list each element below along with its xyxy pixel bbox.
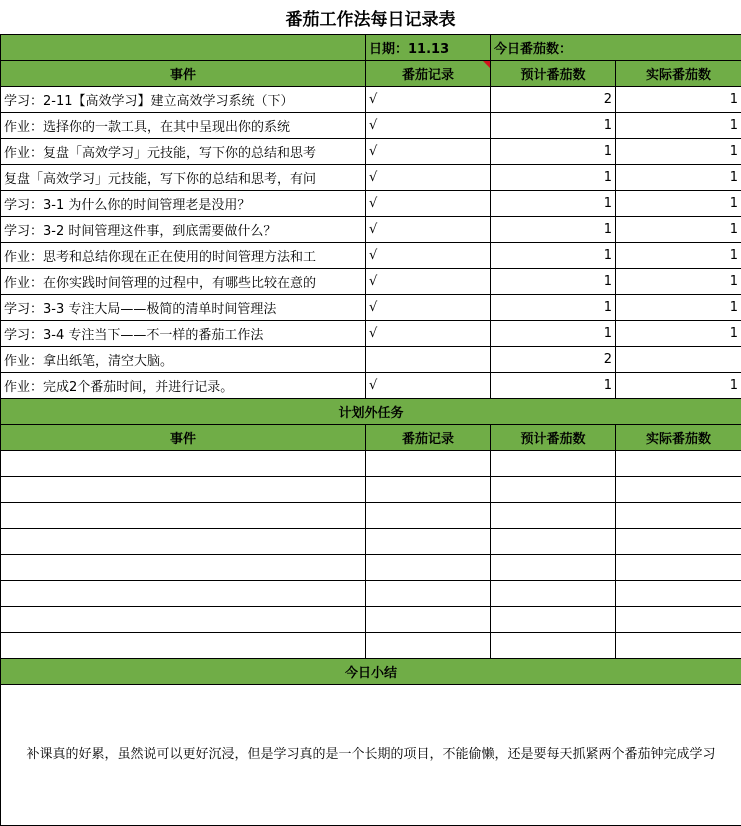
task-event-cell[interactable]: 作业：思考和总结你现在正在使用的时间管理方法和工 <box>1 243 366 269</box>
unplanned-event-cell[interactable] <box>1 581 366 607</box>
summary-title[interactable]: 今日小结 <box>1 659 741 685</box>
unplanned-title[interactable]: 计划外任务 <box>1 399 741 425</box>
task-row <box>1 269 741 295</box>
unplanned-record-cell[interactable] <box>366 477 491 503</box>
unplanned-planned-cell[interactable] <box>491 529 616 555</box>
unplanned-row <box>1 633 741 659</box>
unplanned-planned-header[interactable]: 预计番茄数 <box>491 425 616 451</box>
unplanned-record-cell[interactable] <box>366 555 491 581</box>
blank-header-cell[interactable] <box>1 35 366 61</box>
unplanned-record-header[interactable]: 番茄记录 <box>366 425 491 451</box>
unplanned-event-cell[interactable] <box>1 633 366 659</box>
task-row <box>1 165 741 191</box>
unplanned-header-row <box>1 425 741 451</box>
unplanned-row <box>1 529 741 555</box>
task-planned-cell[interactable]: 1 <box>491 165 616 191</box>
today-count-cell[interactable]: 今日番茄数： <box>491 35 741 61</box>
task-event-cell[interactable]: 作业：复盘「高效学习」元技能，写下你的总结和思考 <box>1 139 366 165</box>
task-row <box>1 347 741 373</box>
task-actual-cell[interactable]: 1 <box>616 243 741 269</box>
unplanned-actual-cell[interactable] <box>616 581 741 607</box>
task-event-cell[interactable]: 作业：拿出纸笔，清空大脑。 <box>1 347 366 373</box>
task-planned-cell[interactable]: 1 <box>491 295 616 321</box>
task-event-cell[interactable]: 作业：在你实践时间管理的过程中，有哪些比较在意的 <box>1 269 366 295</box>
record-header-label: 番茄记录 <box>402 68 454 83</box>
event-header[interactable]: 事件 <box>1 61 366 87</box>
summary-title-row <box>1 659 741 685</box>
unplanned-record-cell[interactable] <box>366 607 491 633</box>
task-record-cell[interactable]: √ <box>366 113 491 139</box>
task-record-cell[interactable] <box>366 347 491 373</box>
unplanned-record-cell[interactable] <box>366 451 491 477</box>
actual-header[interactable]: 实际番茄数 <box>616 61 741 87</box>
task-actual-cell[interactable]: 1 <box>616 217 741 243</box>
unplanned-actual-cell[interactable] <box>616 503 741 529</box>
task-planned-cell[interactable]: 1 <box>491 321 616 347</box>
task-actual-cell[interactable]: 1 <box>616 165 741 191</box>
sheet-title[interactable]: 番茄工作法每日记录表 <box>0 0 741 34</box>
task-record-cell[interactable]: √ <box>366 139 491 165</box>
unplanned-event-cell[interactable] <box>1 529 366 555</box>
task-record-cell[interactable]: √ <box>366 191 491 217</box>
task-record-cell[interactable]: √ <box>366 165 491 191</box>
unplanned-planned-cell[interactable] <box>491 503 616 529</box>
task-record-cell[interactable]: √ <box>366 217 491 243</box>
task-actual-cell[interactable]: 1 <box>616 113 741 139</box>
task-planned-cell[interactable]: 1 <box>491 139 616 165</box>
task-record-cell[interactable]: √ <box>366 321 491 347</box>
task-row <box>1 295 741 321</box>
unplanned-planned-cell[interactable] <box>491 581 616 607</box>
task-event-cell[interactable]: 作业：选择你的一款工具，在其中呈现出你的系统 <box>1 113 366 139</box>
unplanned-actual-cell[interactable] <box>616 633 741 659</box>
task-event-cell[interactable]: 学习：3-3 专注大局——极简的清单时间管理法 <box>1 295 366 321</box>
task-row <box>1 243 741 269</box>
task-planned-cell[interactable]: 2 <box>491 347 616 373</box>
task-record-cell[interactable]: √ <box>366 373 491 399</box>
task-planned-cell[interactable]: 2 <box>491 87 616 113</box>
unplanned-row <box>1 503 741 529</box>
unplanned-actual-cell[interactable] <box>616 477 741 503</box>
task-record-cell[interactable]: √ <box>366 87 491 113</box>
task-record-cell[interactable]: √ <box>366 269 491 295</box>
task-event-cell[interactable]: 复盘「高效学习」元技能，写下你的总结和思考，有问 <box>1 165 366 191</box>
task-planned-cell[interactable]: 1 <box>491 217 616 243</box>
unplanned-actual-cell[interactable] <box>616 529 741 555</box>
task-event-cell[interactable]: 学习：3-1 为什么你的时间管理老是没用？ <box>1 191 366 217</box>
unplanned-planned-cell[interactable] <box>491 451 616 477</box>
record-table <box>0 34 741 826</box>
task-row <box>1 217 741 243</box>
task-actual-cell[interactable]: 1 <box>616 269 741 295</box>
task-row <box>1 139 741 165</box>
task-planned-cell[interactable]: 1 <box>491 269 616 295</box>
task-actual-cell[interactable]: 1 <box>616 321 741 347</box>
date-cell[interactable]: 日期：11.13 <box>366 35 491 61</box>
unplanned-event-cell[interactable] <box>1 503 366 529</box>
task-actual-cell[interactable]: 1 <box>616 87 741 113</box>
unplanned-actual-header[interactable]: 实际番茄数 <box>616 425 741 451</box>
unplanned-event-header[interactable]: 事件 <box>1 425 366 451</box>
unplanned-row <box>1 477 741 503</box>
task-actual-cell[interactable]: 1 <box>616 295 741 321</box>
unplanned-record-cell[interactable] <box>366 503 491 529</box>
unplanned-row <box>1 607 741 633</box>
summary-text[interactable]: 补课真的好累，虽然说可以更好沉浸，但是学习真的是一个长期的项目，不能偷懒，还是要每天抓紧两个番茄钟完成学习 <box>1 685 741 826</box>
task-actual-cell[interactable] <box>616 347 741 373</box>
unplanned-actual-cell[interactable] <box>616 451 741 477</box>
task-row <box>1 373 741 399</box>
unplanned-actual-cell[interactable] <box>616 555 741 581</box>
unplanned-record-cell[interactable] <box>366 529 491 555</box>
unplanned-planned-cell[interactable] <box>491 555 616 581</box>
unplanned-actual-cell[interactable] <box>616 607 741 633</box>
task-actual-cell[interactable]: 1 <box>616 139 741 165</box>
column-header-row <box>1 61 741 87</box>
unplanned-event-cell[interactable] <box>1 477 366 503</box>
task-actual-cell[interactable]: 1 <box>616 191 741 217</box>
unplanned-row <box>1 555 741 581</box>
task-row <box>1 113 741 139</box>
summary-row <box>1 685 741 826</box>
unplanned-record-cell[interactable] <box>366 633 491 659</box>
unplanned-record-cell[interactable] <box>366 581 491 607</box>
unplanned-title-row <box>1 399 741 425</box>
task-event-cell[interactable]: 作业：完成2个番茄时间，并进行记录。 <box>1 373 366 399</box>
task-row <box>1 321 741 347</box>
unplanned-event-cell[interactable] <box>1 555 366 581</box>
date-row <box>1 35 741 61</box>
task-record-cell[interactable]: √ <box>366 295 491 321</box>
task-event-cell[interactable]: 学习：3-2 时间管理这件事，到底需要做什么？ <box>1 217 366 243</box>
unplanned-planned-cell[interactable] <box>491 607 616 633</box>
task-row <box>1 191 741 217</box>
unplanned-event-cell[interactable] <box>1 451 366 477</box>
unplanned-row <box>1 581 741 607</box>
comment-indicator-icon[interactable] <box>483 61 490 68</box>
planned-header[interactable]: 预计番茄数 <box>491 61 616 87</box>
task-planned-cell[interactable]: 1 <box>491 113 616 139</box>
unplanned-planned-cell[interactable] <box>491 477 616 503</box>
task-actual-cell[interactable]: 1 <box>616 373 741 399</box>
unplanned-row <box>1 451 741 477</box>
task-event-cell[interactable]: 学习：2-11【高效学习】建立高效学习系统（下） <box>1 87 366 113</box>
unplanned-event-cell[interactable] <box>1 607 366 633</box>
task-planned-cell[interactable]: 1 <box>491 191 616 217</box>
task-planned-cell[interactable]: 1 <box>491 243 616 269</box>
task-event-cell[interactable]: 学习：3-4 专注当下——不一样的番茄工作法 <box>1 321 366 347</box>
task-row <box>1 87 741 113</box>
unplanned-planned-cell[interactable] <box>491 633 616 659</box>
record-header[interactable] <box>366 61 491 87</box>
task-planned-cell[interactable]: 1 <box>491 373 616 399</box>
task-record-cell[interactable]: √ <box>366 243 491 269</box>
